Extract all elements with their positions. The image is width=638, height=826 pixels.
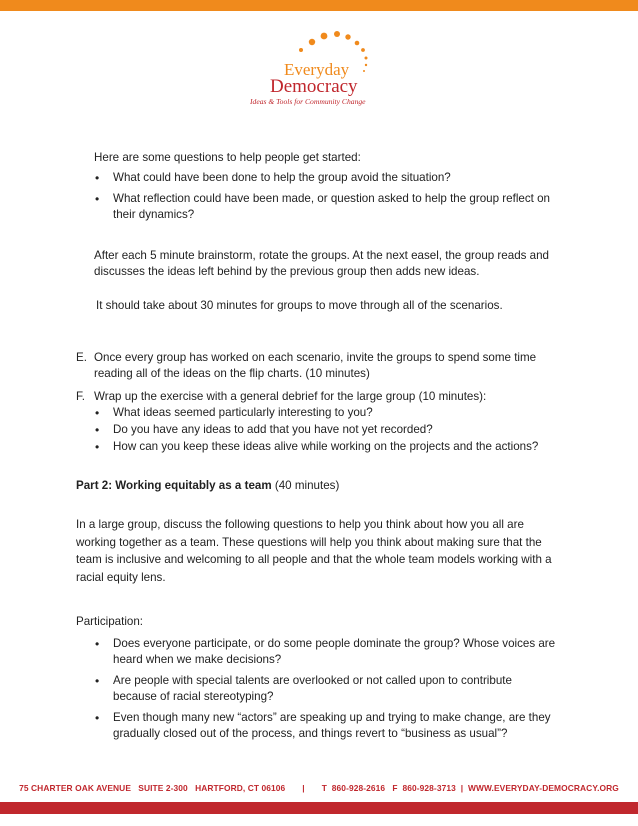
step-f-bullet-list — [94, 405, 554, 456]
participation-bullet-list — [94, 636, 558, 747]
part2-title: Part 2: Working equitably as a team — [76, 479, 272, 492]
list-item: • What could have been done to help the group avoid the situation? — [94, 170, 554, 186]
participation-label: Participation: — [76, 615, 144, 628]
step-f — [76, 389, 546, 405]
step-e — [76, 350, 546, 382]
logo-word-everyday: Everyday — [284, 60, 350, 79]
rotate-paragraph: After each 5 minute brainstorm, rotate the groups. At the next easel, the group reads and discusses the ideas left behind by the previous group then adds new ideas. — [94, 249, 550, 278]
step-f-text: Wrap up the exercise with a general debrief for the large group (10 minutes): — [94, 390, 487, 403]
list-item: • Even though many new “actors” are speaking up and trying to make change, are they gradually closed out of the process, and things revert to “business as usual”? — [94, 710, 558, 742]
list-item: • What ideas seemed particularly interesting to you? — [94, 405, 554, 421]
step-f-marker: F. — [76, 390, 86, 403]
logo-tagline: Ideas & Tools for Community Change — [250, 97, 366, 106]
list-item: • Are people with special talents are overlooked or not called upon to contribute because of racial stereotyping? — [94, 673, 558, 705]
list-item: • What reflection could have been made, or question asked to help the group reflect on their dynamics? — [94, 191, 554, 223]
intro-lead: Here are some questions to help people get started: — [94, 151, 361, 164]
time-paragraph: It should take about 30 minutes for groups to move through all of the scenarios. — [96, 299, 503, 312]
part2-duration: (40 minutes) — [271, 479, 340, 492]
step-e-text: Once every group has worked on each scenario, invite the groups to spend some time reading all of the ideas on the flip charts. (10 minutes) — [94, 351, 537, 380]
part2-heading — [76, 478, 339, 494]
list-item: • Do you have any ideas to add that you have not yet recorded? — [94, 422, 554, 438]
list-item: • How can you keep these ideas alive while working on the projects and the actions? — [94, 439, 554, 455]
everyday-democracy-logo — [250, 28, 400, 108]
part2-paragraph: In a large group, discuss the following questions to help you think about how you all are working together as a team. These questions will help you think about making sure that the team is inclusive and welcoming to all people and that the whole team models working with a racial equity lens. — [76, 518, 552, 584]
step-e-marker: E. — [76, 351, 87, 364]
intro-bullet-list — [94, 170, 554, 228]
list-item: • Does everyone participate, or do some people dominate the group? Whose voices are heard when we make decisions? — [94, 636, 558, 668]
top-orange-bar — [0, 0, 638, 11]
bottom-red-bar — [0, 802, 638, 814]
footer-address: 75 CHARTER OAK AVENUE SUITE 2-300 HARTFORD, CT 06106 | T 860-928-2616 F 860-928-3713 | WWW.EVERYDAY-DEMOCRACY.ORG — [19, 783, 619, 793]
logo-word-democracy: Democracy — [270, 76, 358, 97]
